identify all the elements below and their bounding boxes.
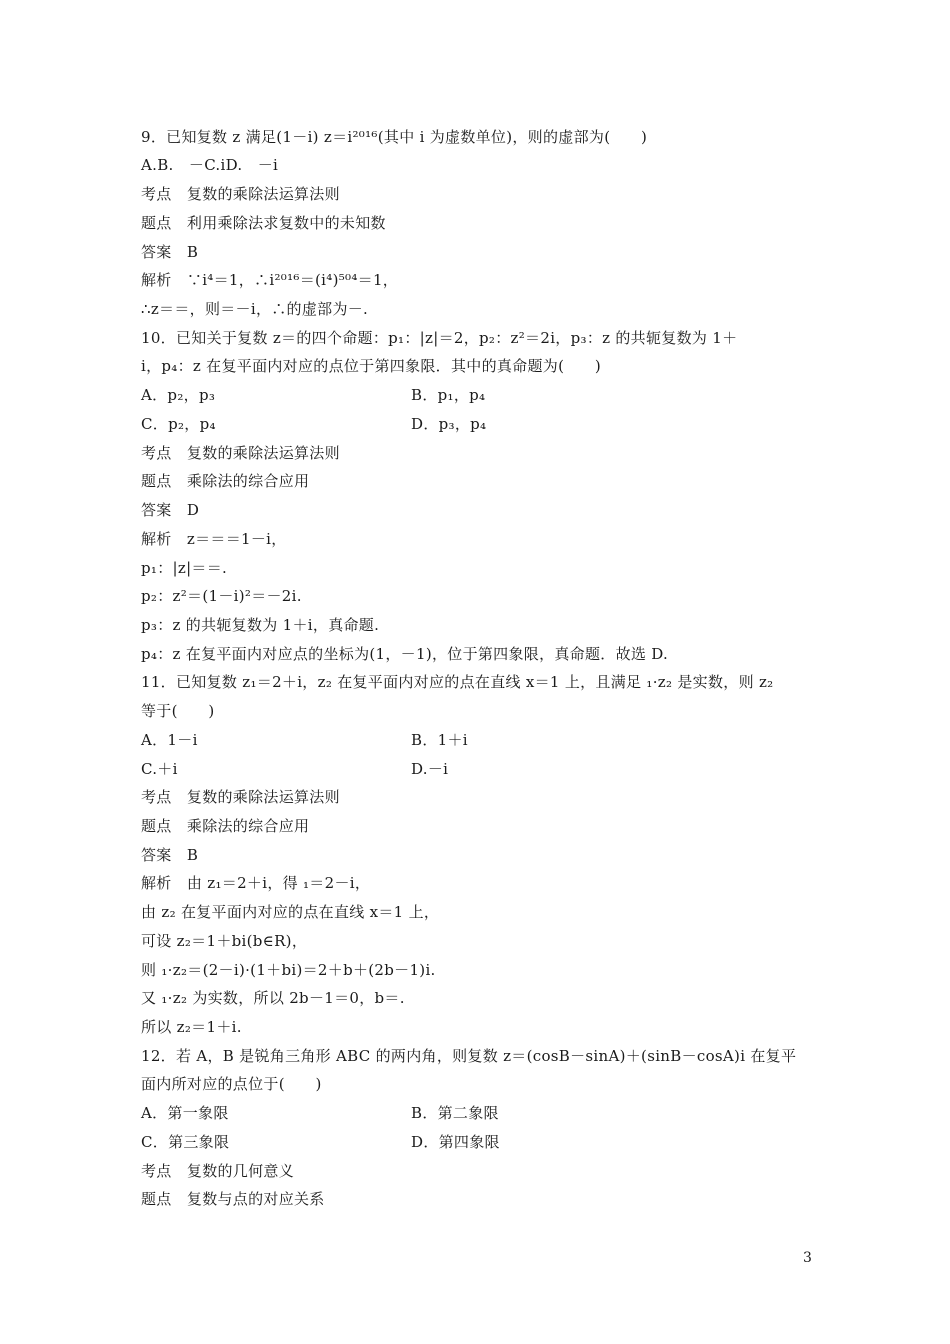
text-line: 则 ₁·z₂＝(2－i)·(1＋bi)＝2＋b＋(2b－1)i. [141,961,436,979]
text-line: 题点 复数与点的对应关系 [141,1190,325,1208]
option-line: B．p₁，p₄ [411,386,486,404]
text-line: i，p₄：z 在复平面内对应的点位于第四象限．其中的真命题为( ) [141,357,601,375]
text-line: A．p₂，p₃ [141,386,216,404]
text-line: 题点 利用乘除法求复数中的未知数 [141,214,386,232]
text-line: C.＋i [141,760,178,778]
text-line: 解析 由 z₁＝2＋i，得 ₁＝2－i， [141,874,371,892]
text-line: C．第三象限 [141,1133,230,1151]
text-line: 可设 z₂＝1＋bi(b∈R)， [141,932,308,950]
text-line: 又 ₁·z₂ 为实数，所以 2b－1＝0，b＝. [141,989,405,1007]
text-line: 答案 B [141,846,199,864]
text-line: 考点 复数的几何意义 [141,1162,295,1180]
text-line: p₄：z 在复平面内对应点的坐标为(1，－1)，位于第四象限，真命题．故选 D. [141,645,669,663]
text-line: 解析 z＝＝＝1－i， [141,530,287,548]
text-line: 面内所对应的点位于( ) [141,1075,322,1093]
text-line: 答案 D [141,501,200,519]
text-line: p₁：|z|＝＝. [141,559,228,577]
text-line: A．1－i [141,731,198,749]
text-line: 由 z₂ 在复平面内对应的点在直线 x＝1 上， [141,903,440,921]
text-line: 题点 乘除法的综合应用 [141,472,310,490]
text-line: p₃：z 的共轭复数为 1＋i，真命题. [141,616,380,634]
text-line: C．p₂，p₄ [141,415,216,433]
text-line: p₂：z²＝(1－i)²＝－2i. [141,587,302,605]
text-line: 题点 乘除法的综合应用 [141,817,310,835]
text-line: 所以 z₂＝1＋i. [141,1018,242,1036]
text-line: 12．若 A，B 是锐角三角形 ABC 的两内角，则复数 z＝(cosB－sinA)＋(sinB－cosA)i 在复平 [141,1047,797,1065]
text-line: 等于( ) [141,702,215,720]
page-number: 3 [803,1250,812,1266]
text-line: 考点 复数的乘除法运算法则 [141,185,340,203]
text-line: A．第一象限 [141,1104,229,1122]
text-line: A.B. －C.iD. －i [141,156,279,174]
option-line: D.－i [411,760,449,778]
text-line: 考点 复数的乘除法运算法则 [141,788,340,806]
text-line: 11．已知复数 z₁＝2＋i，z₂ 在复平面内对应的点在直线 x＝1 上，且满足 ₁·z₂ 是实数，则 z₂ [141,673,774,691]
text-line: 9．已知复数 z 满足(1－i) z＝i²⁰¹⁶(其中 i 为虚数单位)，则的虚部为( ) [141,128,648,146]
text-line: 考点 复数的乘除法运算法则 [141,444,340,462]
text-line: 答案 B [141,243,199,261]
option-line: D．第四象限 [411,1133,500,1151]
text-line: 10．已知关于复数 z＝的四个命题：p₁：|z|＝2，p₂：z²＝2i，p₃：z 的共轭复数为 1＋ [141,329,738,347]
text-line: 解析 ∵i⁴＝1，∴i²⁰¹⁶＝(i⁴)⁵⁰⁴＝1， [141,271,399,289]
option-line: D．p₃，p₄ [411,415,487,433]
text-line: ∴z＝＝，则＝－i，∴的虚部为－. [141,300,369,318]
option-line: B．第二象限 [411,1104,499,1122]
option-line: B．1＋i [411,731,468,749]
